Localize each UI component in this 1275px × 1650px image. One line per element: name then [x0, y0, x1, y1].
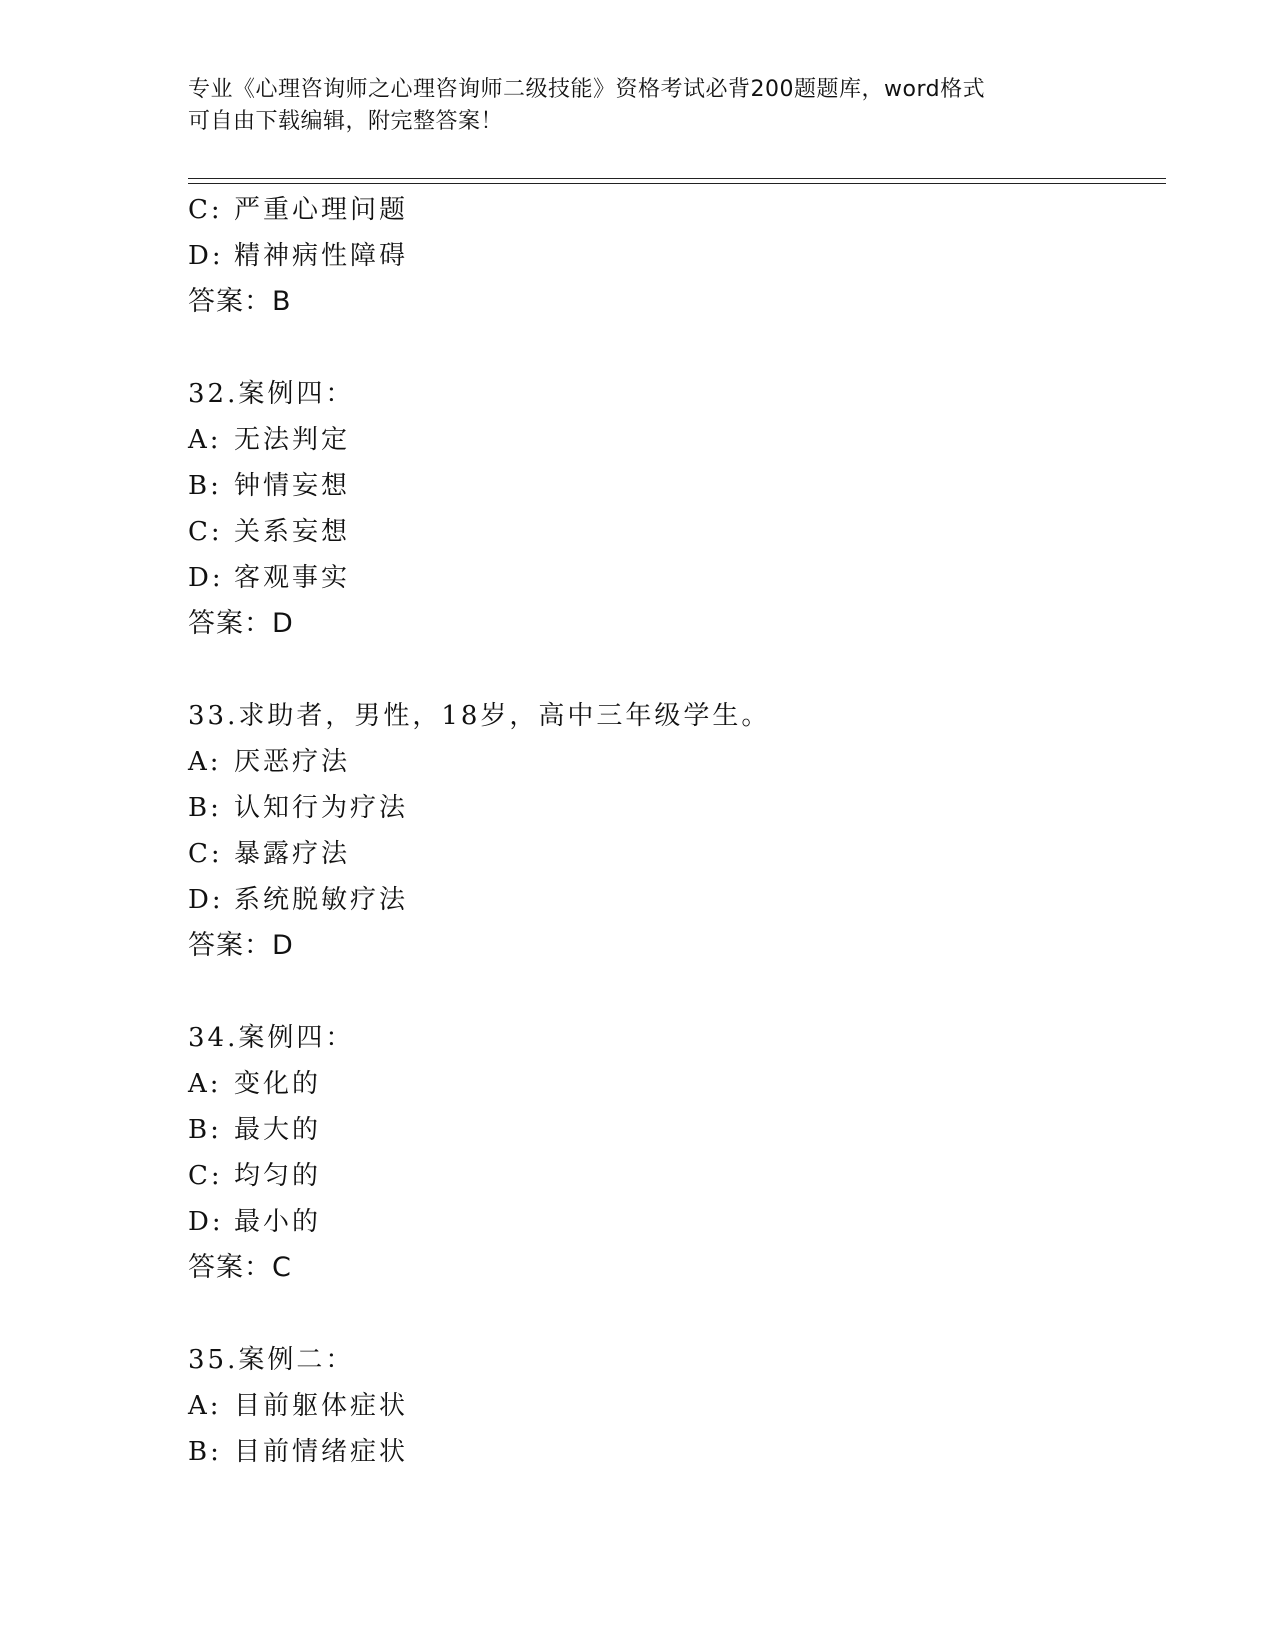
question-title: 35.案例二：	[188, 1345, 355, 1375]
answer-line: 答案：D	[188, 930, 294, 961]
option-c: C: 暴露疗法	[188, 839, 351, 869]
option-b: B: 钟情妄想	[188, 471, 351, 501]
option-c: C: 关系妄想	[188, 517, 351, 547]
header-divider-bottom	[188, 183, 1166, 184]
header-line-1: 专业《心理咨询师之心理咨询师二级技能》资格考试必背200题题库，word格式	[188, 77, 986, 102]
option-d: D: 最小的	[188, 1207, 322, 1237]
document-header	[188, 74, 1088, 138]
option-a: A: 目前躯体症状	[188, 1391, 409, 1421]
option-a: A: 无法判定	[188, 425, 351, 455]
option-d: D: 系统脱敏疗法	[188, 885, 409, 915]
option-b: B: 认知行为疗法	[188, 793, 409, 823]
option-b: B: 最大的	[188, 1115, 322, 1145]
answer-line: 答案：D	[188, 608, 294, 639]
header-divider-top	[188, 178, 1166, 179]
option-a: A: 厌恶疗法	[188, 747, 351, 777]
question-title: 34.案例四：	[188, 1023, 355, 1053]
option-d: D: 客观事实	[188, 563, 351, 593]
question-list	[188, 187, 1168, 1475]
question-title: 33.求助者，男性，18岁，高中三年级学生。	[188, 701, 771, 731]
option-c: C: 严重心理问题	[188, 195, 409, 225]
answer-line: 答案：C	[188, 1252, 292, 1283]
option-c: C: 均匀的	[188, 1161, 322, 1191]
option-d: D: 精神病性障碍	[188, 241, 409, 271]
header-line-2: 可自由下载编辑，附完整答案！	[188, 109, 504, 134]
question-title: 32.案例四：	[188, 379, 355, 409]
answer-line: 答案：B	[188, 286, 292, 317]
option-a: A: 变化的	[188, 1069, 322, 1099]
option-b: B: 目前情绪症状	[188, 1437, 409, 1467]
